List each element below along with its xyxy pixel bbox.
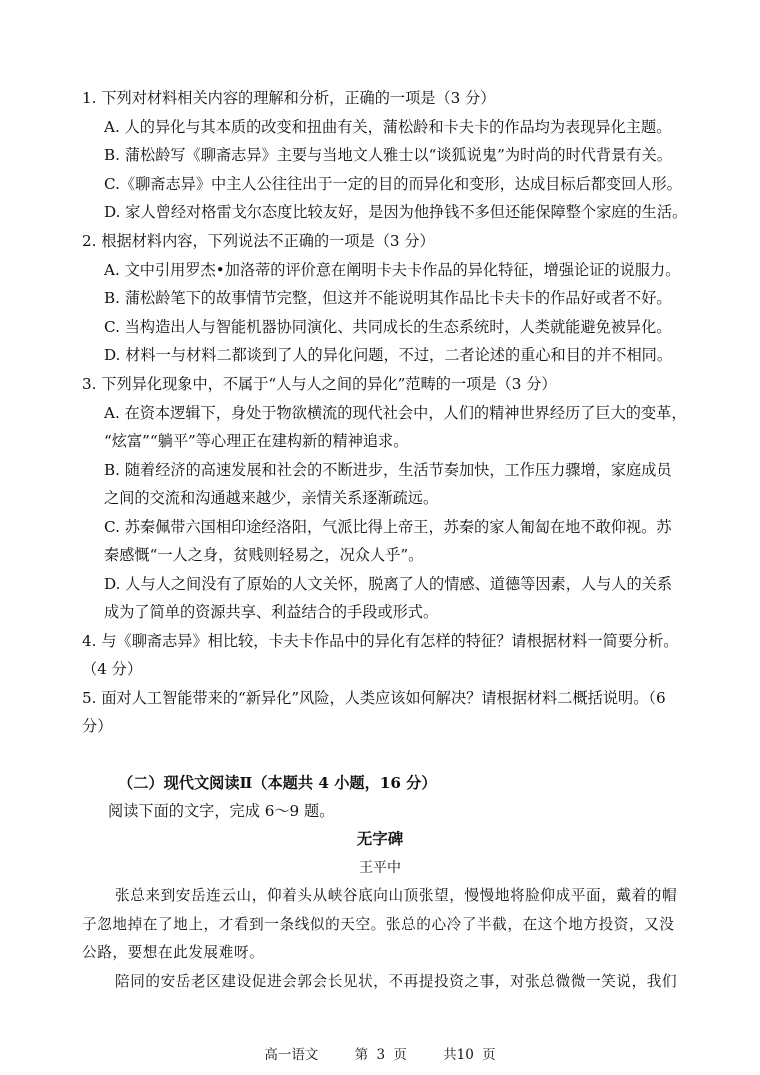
question-3-option-d-line1: D. 人与人之间没有了原始的人文关怀，脱离了人的情感、道德等因素，人与人的关系 <box>104 575 673 593</box>
section-instruction: 阅读下面的文字，完成 6～9 题。 <box>108 802 335 820</box>
question-3-option-d-line2: 成为了简单的资源共享、利益结合的手段或形式。 <box>104 603 439 621</box>
question-1-option-c: C.《聊斋志异》中主人公往往出于一定的目的而异化和变形，达成目标后都变回人形。 <box>104 175 682 193</box>
footer-total-pages: 共10 页 <box>443 1047 496 1063</box>
question-2-stem: 2. 根据材料内容，下列说法不正确的一项是（3 分） <box>82 232 435 250</box>
question-3-option-c-line2: 秦感慨“一人之身，贫贱则轻易之，况众人乎”。 <box>104 546 424 564</box>
question-4-line1: 4. 与《聊斋志异》相比较，卡夫卡作品中的异化有怎样的特征？请根据材料一简要分析。 <box>82 632 679 650</box>
story-paragraph-2-line1: 陪同的安岳老区建设促进会郭会长见状，不再提投资之事，对张总微微一笑说，我们 <box>115 973 678 990</box>
story-paragraph-1-line2: 子忽地掉在了地上，才看到一条线似的天空。张总的心冷了半截，在这个地方投资，又没 <box>82 916 675 933</box>
question-3-option-a-line1: A. 在资本逻辑下，身处于物欲横流的现代社会中，人们的精神世界经历了巨大的变革， <box>104 404 687 422</box>
question-2-option-d: D. 材料一与材料二都谈到了人的异化问题，不过，二者论述的重心和目的并不相同。 <box>104 346 673 364</box>
story-paragraph-1-line1: 张总来到安岳连云山，仰着头从峡谷底向山顶张望，慢慢地将脸仰成平面，戴着的帽 <box>115 887 678 904</box>
question-1-option-b: B. 蒲松龄写《聊斋志异》主要与当地文人雅士以“谈狐说鬼”为时尚的时代背景有关。 <box>104 146 672 164</box>
question-3-option-b-line1: B. 随着经济的高速发展和社会的不断进步，生活节奏加快，工作压力骤增，家庭成员 <box>104 461 672 479</box>
question-3-stem: 3. 下列异化现象中，不属于“人与人之间的异化”范畴的一项是（3 分） <box>82 375 557 393</box>
question-2-option-a: A. 文中引用罗杰•加洛蒂的评价意在阐明卡夫卡作品的异化特征，增强论证的说服力。 <box>104 261 681 279</box>
question-5-line1: 5. 面对人工智能带来的“新异化”风险，人类应该如何解决？请根据材料二概括说明。（6 <box>82 689 666 707</box>
question-3-option-a-line2: “炫富”“躺平”等心理正在建构新的精神追求。 <box>104 432 409 450</box>
question-5-line2: 分） <box>82 717 113 735</box>
story-paragraph-1-line3: 公路，要想在此发展难呀。 <box>82 944 265 961</box>
story-author: 王平中 <box>359 860 401 876</box>
section-heading: （二）现代文阅读Ⅱ（本题共 4 小题，16 分） <box>118 774 437 792</box>
question-3-option-b-line2: 之间的交流和沟通越来越少，亲情关系逐渐疏远。 <box>104 489 439 507</box>
question-3-option-c-line1: C. 苏秦佩带六国相印途经洛阳，气派比得上帝王，苏秦的家人匍匐在地不敢仰视。苏 <box>104 518 672 536</box>
question-2-option-c: C. 当构造出人与智能机器协同演化、共同成长的生态系统时，人类就能避免被异化。 <box>104 318 672 336</box>
footer-subject: 高一语文 <box>264 1047 319 1063</box>
question-2-option-b: B. 蒲松龄笔下的故事情节完整，但这并不能说明其作品比卡夫卡的作品好或者不好。 <box>104 289 672 307</box>
question-4-line2: （4 分） <box>82 660 143 678</box>
question-1-option-a: A. 人的异化与其本质的改变和扭曲有关，蒲松龄和卡夫卡的作品均为表现异化主题。 <box>104 118 672 136</box>
footer-page-number: 第 3 页 <box>354 1047 407 1063</box>
question-1-stem: 1. 下列对材料相关内容的理解和分析，正确的一项是（3 分） <box>82 89 496 107</box>
question-1-option-d: D. 家人曾经对格雷戈尔态度比较友好，是因为他挣钱不多但还能保障整个家庭的生活。 <box>104 203 688 221</box>
story-title: 无字碑 <box>356 829 404 848</box>
page-footer <box>0 1043 760 1063</box>
